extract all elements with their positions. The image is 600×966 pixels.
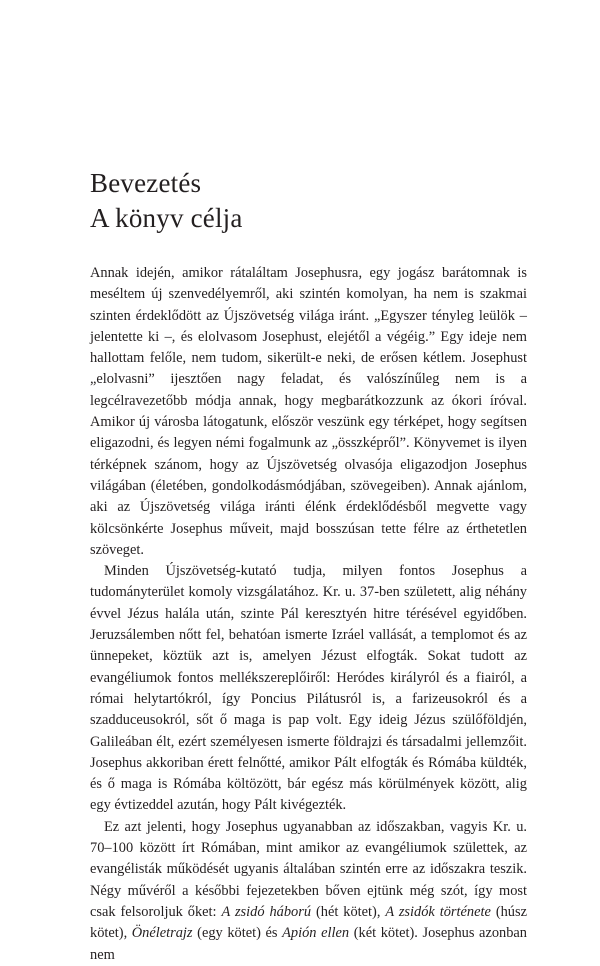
paragraph-2 (90, 561, 527, 817)
book-title-jewish-war: A zsidó háború (221, 903, 312, 920)
paragraph-3-text: Ez azt jelenti, hogy Josephus ugyanabban az időszakban, vagyis Kr. u. 70–100 között írt Rómában, mint amikor az evangéliumok születtek, az evangélisták működését ugyanis általában szintén erre az időszakra teszik. Négy művéről a későbbi fejezetekben bőven ejtünk még szót, így most csak felsoroljuk őket: (90, 818, 527, 920)
paragraph-3-text: (hét kötet), (311, 903, 386, 920)
paragraph-1 (90, 263, 527, 561)
paragraph-3-text: (két kötet). Josephus azonban nem (90, 925, 527, 963)
body-text (90, 263, 527, 966)
paragraph-3-text: (húsz kötet), (90, 903, 527, 942)
chapter-title: Bevezetés (90, 168, 202, 198)
book-title-life: Önéletrajz (131, 925, 193, 942)
chapter-subtitle: A könyv célja (90, 203, 243, 233)
paragraph-3-text: (egy kötet) és (192, 925, 283, 942)
paragraph-1-text: Annak idején, amikor rátaláltam Josephusra, egy jogász barátomnak is meséltem új szenvedélyemről, aki szintén komolyan, ha nem is szakmai szinten érdeklődött az Újszövetség világa iránt. „Egyszer tényleg leülök – jelentette ki –, és elolvasom Josephust, elejétől a végéig.” Egy ideje nem hallottam felőle, nem tudom, sikerült-e neki, de erősen kétlem. Josephust „elolvasni” ijesztően nagy feladat, és valószínűleg nem is a legcélravezetőbb módja annak, hogy megbarátkozzunk az ókori íróval. Amikor új városba látogatunk, először veszünk egy térképet, hogy segítsen eligazodni, és legyen némi fogalmunk az „összképről”. Könyvemet is ilyen térképnek szánom, hogy az Újszövetség olvasója eligazodjon Josephus világában (életében, gondolkodásmódjában, szövegeiben). Annak ajánlom, aki az Újszövetség világa iránti élénk érdeklődésből megvette vagy kölcsönkérte Josephus műveit, majd bosszúsan tette félre az érthetetlen szöveget. (90, 265, 527, 558)
paragraph-3 (90, 817, 527, 966)
paragraph-2-text: Minden Újszövetség-kutató tudja, milyen fontos Josephus a tudományterület komoly vizsgálatához. Kr. u. 37-ben született, alig néhány évvel Jézus halála után, szinte Pál keresztyén hitre térésével egyidőben. Jeruzsálemben nőtt fel, behatóan ismerte Izráel vallását, a templomot és az ünnepeket, köztük azt is, amelyen Jézust elfogták. Sokat tudott az evangéliumok fontos mellékszereplőiről: Heródes királyról és a fiairól, a római helytartókról, így Poncius Pilátusról is, a farizeusokról és a szadduceusokról, sőt ő maga is pap volt. Egy ideig Jézus szülőföldjén, Galileában élt, ezért személyesen ismerte földrajzi és társadalmi jellemzőit. Josephus akkoriban érett felnőtté, amikor Pált elfogták és Rómába küldték, és ő maga is Rómába költözött, bár egész más körülmények között, alig egy évtizeddel azután, hogy Pált kivégezték. (90, 563, 527, 814)
book-title-antiquities: A zsidók története (385, 903, 491, 920)
book-title-against-apion: Apión ellen (282, 925, 350, 942)
chapter-heading (90, 166, 243, 236)
